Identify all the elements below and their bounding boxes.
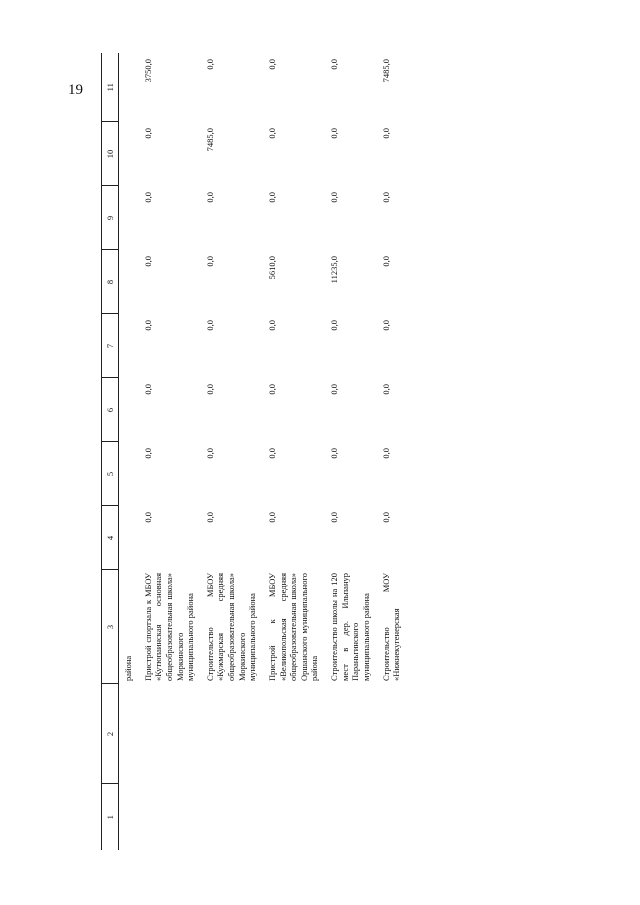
column-number: 9 — [102, 186, 119, 250]
value-cell: 0,0 — [380, 512, 391, 523]
value-cell: 0,0 — [329, 448, 339, 459]
value-cell: 7485,0 — [380, 59, 391, 83]
column-number-row — [102, 53, 119, 850]
continuation-text: района — [123, 655, 133, 681]
value-cell: 0,0 — [204, 384, 215, 395]
column-number: 8 — [102, 250, 119, 314]
value-cell: 0,0 — [266, 448, 277, 459]
value-cell: 0,0 — [329, 192, 339, 203]
value-cell: 0,0 — [266, 192, 277, 203]
value-cell: 0,0 — [380, 320, 391, 331]
object-name: Строительство МОУ «Нижнекугенерская — [380, 573, 402, 681]
value-cell: 0,0 — [266, 384, 277, 395]
value-cell: 0,0 — [329, 320, 339, 331]
value-cell: 0,0 — [142, 128, 153, 139]
column-number: 10 — [102, 122, 119, 186]
value-cell: 0,0 — [204, 448, 215, 459]
value-cell: 5610,0 — [266, 256, 277, 280]
value-cell: 0,0 — [142, 384, 153, 395]
value-cell: 0,0 — [266, 320, 277, 331]
column-number: 7 — [102, 314, 119, 378]
value-cell: 0,0 — [266, 128, 277, 139]
column-number: 6 — [102, 378, 119, 442]
page-number: 19 — [68, 82, 83, 98]
value-cell: 0,0 — [204, 59, 215, 70]
value-cell: 0,0 — [380, 128, 391, 139]
value-cell: 0,0 — [329, 384, 339, 395]
continuation-row — [119, 53, 139, 850]
column-number: 2 — [102, 684, 119, 784]
budget-table — [101, 53, 407, 850]
value-cell: 3750,0 — [142, 59, 153, 83]
table-row — [139, 53, 201, 850]
value-cell: 0,0 — [204, 192, 215, 203]
value-cell: 7485,0 — [204, 128, 215, 152]
value-cell: 0,0 — [204, 320, 215, 331]
value-cell: 0,0 — [142, 256, 153, 267]
value-cell: 0,0 — [380, 384, 391, 395]
value-cell: 0,0 — [142, 512, 153, 523]
object-name: Строительство МБОУ «Кужмарская средняя общеобразовательная школа» Моркинского муниципального района — [204, 573, 258, 681]
value-cell: 0,0 — [380, 448, 391, 459]
column-number: 1 — [102, 784, 119, 850]
column-number: 5 — [102, 442, 119, 506]
value-cell: 0,0 — [380, 256, 391, 267]
column-number: 3 — [102, 570, 119, 684]
table-row — [263, 53, 325, 850]
object-name: Пристрой спортзала к МБОУ «Кутюпаинская основная общеобразовательная школа» Моркинского муниципального района — [142, 573, 196, 681]
value-cell: 0,0 — [329, 59, 339, 70]
column-number: 11 — [102, 53, 119, 122]
table-row — [377, 53, 407, 850]
value-cell: 0,0 — [266, 512, 277, 523]
value-cell: 0,0 — [142, 448, 153, 459]
object-name: Строительство школы на 120 мест в дер. Ильпанур Параньгинского муниципального района — [329, 573, 371, 681]
table-row — [325, 53, 377, 850]
value-cell: 11235,0 — [329, 256, 339, 284]
value-cell: 0,0 — [329, 128, 339, 139]
table-row — [201, 53, 263, 850]
value-cell: 0,0 — [204, 256, 215, 267]
value-cell: 0,0 — [329, 512, 339, 523]
object-name: Пристрой к МБОУ «Великопольская средняя общеобразовательная школа» Оршанского муниципального района — [266, 573, 320, 681]
value-cell: 0,0 — [380, 192, 391, 203]
value-cell: 0,0 — [204, 512, 215, 523]
value-cell: 0,0 — [266, 59, 277, 70]
value-cell: 0,0 — [142, 192, 153, 203]
value-cell: 0,0 — [142, 320, 153, 331]
column-number: 4 — [102, 506, 119, 570]
